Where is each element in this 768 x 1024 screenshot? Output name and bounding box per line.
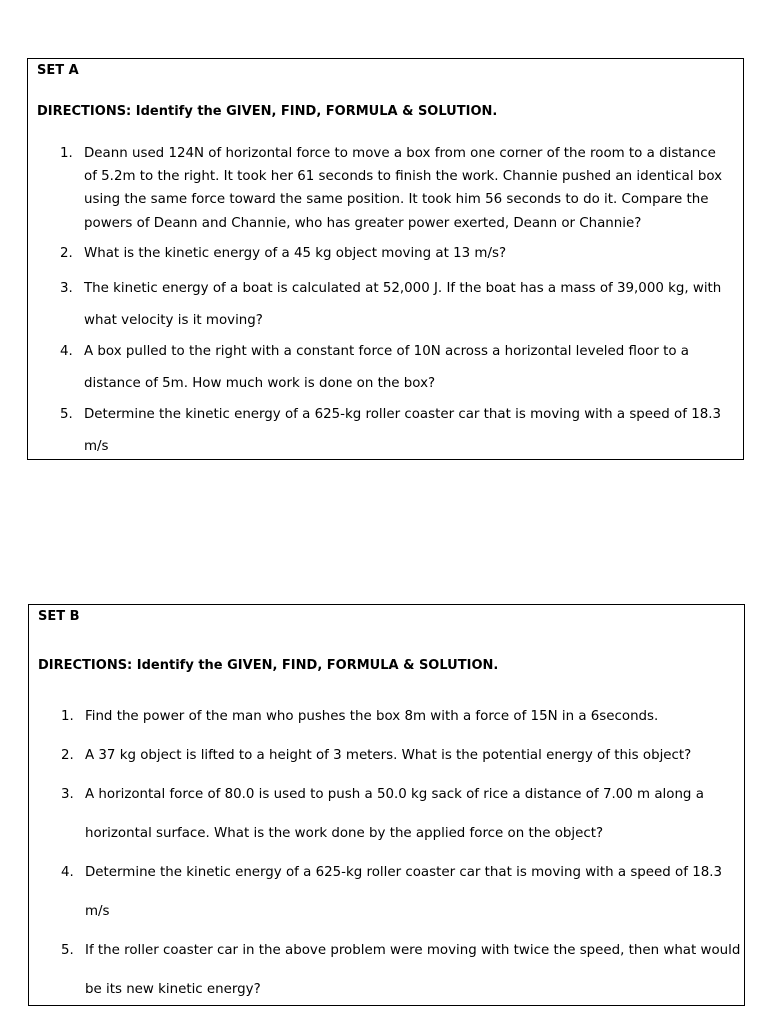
question-number: 2. — [60, 246, 73, 262]
question-text: A box pulled to the right with a constant force of 10N across a horizontal leveled floor to a distance of 5m. How much work is done on the box? — [84, 344, 690, 391]
question-number: 1. — [60, 146, 73, 161]
question-text: A 37 kg object is lifted to a height of 3 meters. What is the potential energy of this object? — [85, 748, 692, 763]
question-number: 2. — [61, 748, 74, 763]
question-text: A horizontal force of 80.0 is used to push a 50.0 kg sack of rice a distance of 7.00 m along a horizontal surface. What is the work done by the applied force on the object? — [85, 787, 704, 841]
set-a-question-3 — [60, 273, 732, 336]
set-b-question-5 — [61, 931, 741, 1006]
set-b-directions: DIRECTIONS: Identify the GIVEN, FIND, FORMULA & SOLUTION. — [38, 658, 499, 673]
set-a-directions: DIRECTIONS: Identify the GIVEN, FIND, FORMULA & SOLUTION. — [37, 104, 498, 119]
set-a-box — [27, 58, 744, 460]
set-a-question-2 — [60, 242, 732, 265]
set-a-question-5 — [60, 399, 732, 460]
question-number: 3. — [61, 787, 74, 802]
set-a-question-list — [60, 142, 732, 460]
set-b-title: SET B — [38, 609, 80, 624]
question-text: If the roller coaster car in the above problem were moving with twice the speed, then what would be its new kinetic energy? — [85, 943, 741, 997]
question-text: Determine the kinetic energy of a 625-kg roller coaster car that is moving with a speed of 18.3 m/s — [84, 407, 722, 454]
question-text: The kinetic energy of a boat is calculated at 52,000 J. If the boat has a mass of 39,000 kg, with what velocity is it moving? — [84, 281, 722, 328]
set-b-question-list — [61, 697, 741, 1006]
question-text: Find the power of the man who pushes the box 8m with a force of 15N in a 6seconds. — [85, 709, 659, 724]
set-b-question-4 — [61, 853, 741, 931]
set-b-question-2 — [61, 736, 741, 775]
question-number: 5. — [60, 407, 73, 423]
set-a-question-4 — [60, 336, 732, 399]
question-text: Determine the kinetic energy of a 625-kg roller coaster car that is moving with a speed of 18.3 m/s — [85, 865, 723, 919]
set-a-question-1 — [60, 142, 732, 235]
question-number: 5. — [61, 943, 74, 958]
set-a-title: SET A — [37, 63, 79, 78]
question-number: 3. — [60, 281, 73, 297]
set-b-box — [28, 604, 745, 1006]
question-number: 1. — [61, 709, 74, 724]
question-text: What is the kinetic energy of a 45 kg object moving at 13 m/s? — [84, 246, 507, 262]
set-b-question-1 — [61, 697, 741, 736]
question-number: 4. — [60, 344, 73, 360]
question-number: 4. — [61, 865, 74, 880]
question-text: Deann used 124N of horizontal force to move a box from one corner of the room to a distance of 5.2m to the right. It took her 61 seconds to finish the work. Channie pushed an identical box using the same force toward the same position. It took him 56 seconds to do it. Compare the powers of Deann and Channie, who has greater power exerted, Deann or Channie? — [84, 146, 723, 231]
set-b-question-3 — [61, 775, 741, 853]
